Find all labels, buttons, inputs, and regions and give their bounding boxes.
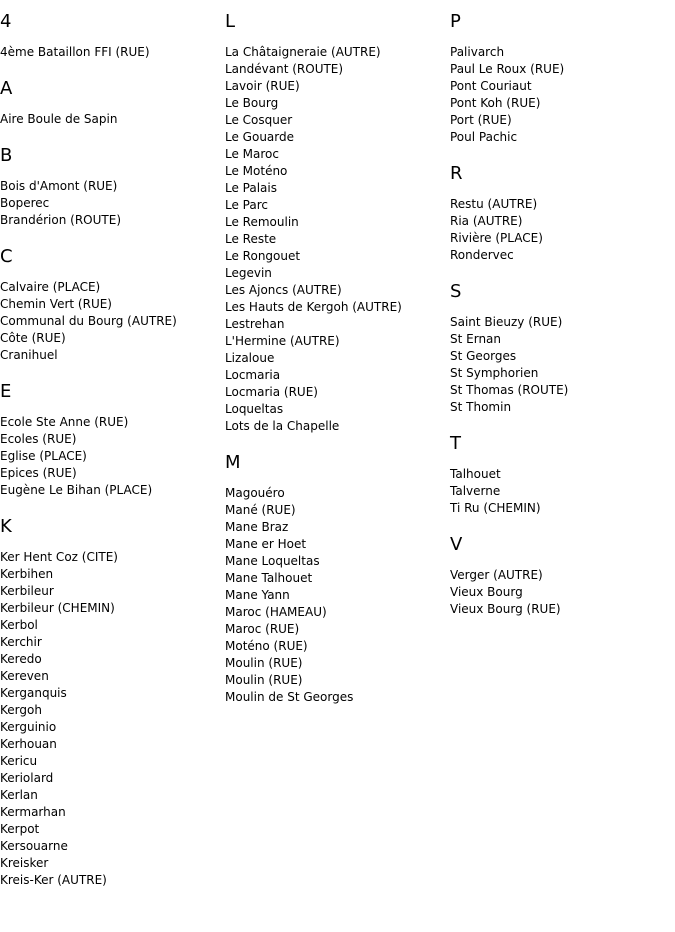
- street-link[interactable]: Keriolard: [0, 771, 54, 785]
- street-link[interactable]: Le Palais: [225, 181, 277, 195]
- street-link[interactable]: Moténo (RUE): [225, 639, 308, 653]
- street-link[interactable]: La Châtaigneraie (AUTRE): [225, 45, 381, 59]
- street-link[interactable]: St Ernan: [450, 332, 502, 346]
- street-link[interactable]: Vieux Bourg: [450, 585, 523, 599]
- street-link[interactable]: Legevin: [225, 266, 272, 280]
- street-link[interactable]: L'Hermine (AUTRE): [225, 334, 340, 348]
- street-link[interactable]: Keredo: [0, 652, 42, 666]
- street-link[interactable]: Magouéro: [225, 486, 285, 500]
- street-index-column-3: [450, 11, 672, 618]
- letter-section: [450, 534, 672, 618]
- street-link[interactable]: Kermarhan: [0, 805, 66, 819]
- street-link[interactable]: Kerpot: [0, 822, 40, 836]
- street-list: [0, 414, 222, 499]
- street-link[interactable]: Maroc (RUE): [225, 622, 300, 636]
- street-link[interactable]: Vieux Bourg (RUE): [450, 602, 561, 616]
- street-link[interactable]: Eugène Le Bihan (PLACE): [0, 483, 153, 497]
- street-link[interactable]: Le Rongouet: [225, 249, 301, 263]
- street-link[interactable]: Le Maroc: [225, 147, 279, 161]
- street-link[interactable]: Lestrehan: [225, 317, 285, 331]
- street-link[interactable]: Kerbol: [0, 618, 38, 632]
- street-list: [450, 466, 672, 517]
- street-link[interactable]: Le Reste: [225, 232, 277, 246]
- street-link[interactable]: Brandérion (ROUTE): [0, 213, 121, 227]
- letter-section: [225, 452, 447, 706]
- letter-section: [0, 78, 222, 128]
- street-link[interactable]: Bois d'Amont (RUE): [0, 179, 118, 193]
- section-letter-heading: B: [0, 145, 13, 166]
- street-link[interactable]: Mane Loqueltas: [225, 554, 320, 568]
- street-link[interactable]: Kersouarne: [0, 839, 68, 853]
- street-link[interactable]: Maroc (HAMEAU): [225, 605, 327, 619]
- section-letter-heading: L: [225, 11, 236, 32]
- street-link[interactable]: Kreis-Ker (AUTRE): [0, 873, 107, 887]
- street-link[interactable]: St Thomin: [450, 400, 512, 414]
- street-link[interactable]: Kerhouan: [0, 737, 57, 751]
- street-link[interactable]: Pont Couriaut: [450, 79, 532, 93]
- street-link[interactable]: Moulin (RUE): [225, 656, 303, 670]
- street-link[interactable]: Palivarch: [450, 45, 505, 59]
- street-link[interactable]: Lavoir (RUE): [225, 79, 300, 93]
- street-link[interactable]: Kerlan: [0, 788, 38, 802]
- street-link[interactable]: Calvaire (PLACE): [0, 280, 101, 294]
- section-letter-heading: P: [450, 11, 462, 32]
- section-letter-heading: T: [450, 433, 462, 454]
- street-link[interactable]: Port (RUE): [450, 113, 512, 127]
- street-list: [450, 196, 672, 264]
- street-list: [450, 314, 672, 416]
- street-link[interactable]: Le Cosquer: [225, 113, 293, 127]
- street-link[interactable]: Mane er Hoet: [225, 537, 307, 551]
- street-link[interactable]: St Symphorien: [450, 366, 539, 380]
- street-link[interactable]: Kerbileur: [0, 584, 54, 598]
- letter-section: [0, 145, 222, 229]
- street-link[interactable]: Le Gouarde: [225, 130, 294, 144]
- street-link[interactable]: Le Parc: [225, 198, 268, 212]
- street-list: [0, 279, 222, 364]
- street-link[interactable]: Talhouet: [450, 467, 501, 481]
- street-link[interactable]: Communal du Bourg (AUTRE): [0, 314, 177, 328]
- letter-section: [450, 281, 672, 416]
- section-letter-heading: R: [450, 163, 464, 184]
- street-link[interactable]: St Thomas (ROUTE): [450, 383, 569, 397]
- street-index-column-1: [0, 11, 222, 889]
- street-link[interactable]: Pont Koh (RUE): [450, 96, 541, 110]
- street-link[interactable]: Saint Bieuzy (RUE): [450, 315, 563, 329]
- section-letter-heading: E: [0, 381, 12, 402]
- letter-section: [0, 246, 222, 364]
- street-link[interactable]: Restu (AUTRE): [450, 197, 538, 211]
- street-link[interactable]: Le Remoulin: [225, 215, 299, 229]
- letter-section: [225, 11, 447, 435]
- letter-section: [0, 516, 222, 889]
- street-link[interactable]: Kergoh: [0, 703, 42, 717]
- street-link[interactable]: Côte (RUE): [0, 331, 66, 345]
- street-link[interactable]: Kericu: [0, 754, 38, 768]
- street-link[interactable]: Les Hauts de Kergoh (AUTRE): [225, 300, 402, 314]
- street-list: [450, 567, 672, 618]
- street-link[interactable]: Mané (RUE): [225, 503, 296, 517]
- street-list: [0, 178, 222, 229]
- street-link[interactable]: Rivière (PLACE): [450, 231, 543, 245]
- street-link[interactable]: Lots de la Chapelle: [225, 419, 340, 433]
- letter-section: [450, 11, 672, 146]
- street-link[interactable]: Talverne: [450, 484, 501, 498]
- street-link[interactable]: Mane Braz: [225, 520, 289, 534]
- street-index-column-2: [225, 11, 447, 706]
- street-link[interactable]: Paul Le Roux (RUE): [450, 62, 565, 76]
- section-letter-heading: C: [0, 246, 14, 267]
- section-letter-heading: A: [0, 78, 13, 99]
- street-link[interactable]: Ria (AUTRE): [450, 214, 523, 228]
- street-link[interactable]: Les Ajoncs (AUTRE): [225, 283, 342, 297]
- street-list: [225, 44, 447, 435]
- street-link[interactable]: Chemin Vert (RUE): [0, 297, 112, 311]
- street-link[interactable]: Aire Boule de Sapin: [0, 112, 118, 126]
- street-link[interactable]: Epices (RUE): [0, 466, 77, 480]
- section-letter-heading: S: [450, 281, 462, 302]
- street-link[interactable]: 4ème Bataillon FFI (RUE): [0, 45, 150, 59]
- section-letter-heading: 4: [0, 11, 12, 32]
- street-link[interactable]: Cranihuel: [0, 348, 58, 362]
- street-link[interactable]: Moulin (RUE): [225, 673, 303, 687]
- street-link[interactable]: Kerbihen: [0, 567, 54, 581]
- street-link[interactable]: Ecole Ste Anne (RUE): [0, 415, 129, 429]
- street-list: [0, 549, 222, 889]
- section-letter-heading: M: [225, 452, 242, 473]
- street-link[interactable]: Ecoles (RUE): [0, 432, 77, 446]
- street-link[interactable]: Locmaria: [225, 368, 281, 382]
- street-link[interactable]: Rondervec: [450, 248, 514, 262]
- section-letter-heading: K: [0, 516, 13, 537]
- street-list: [225, 485, 447, 706]
- street-link[interactable]: Moulin de St Georges: [225, 690, 354, 704]
- street-link[interactable]: Mane Yann: [225, 588, 290, 602]
- street-link[interactable]: Locmaria (RUE): [225, 385, 318, 399]
- street-link[interactable]: Poul Pachic: [450, 130, 518, 144]
- street-list: [0, 111, 222, 128]
- street-link[interactable]: Loqueltas: [225, 402, 284, 416]
- street-link[interactable]: Kerguinio: [0, 720, 57, 734]
- street-link[interactable]: Landévant (ROUTE): [225, 62, 344, 76]
- letter-section: [450, 433, 672, 517]
- street-list: [450, 44, 672, 146]
- street-list: [0, 44, 222, 61]
- letter-section: [450, 163, 672, 264]
- street-link[interactable]: Kerbileur (CHEMIN): [0, 601, 115, 615]
- street-link[interactable]: Lizaloue: [225, 351, 275, 365]
- street-link[interactable]: Kerchir: [0, 635, 42, 649]
- street-link[interactable]: Boperec: [0, 196, 50, 210]
- street-link[interactable]: Ker Hent Coz (CITE): [0, 550, 118, 564]
- street-link[interactable]: Eglise (PLACE): [0, 449, 87, 463]
- street-link[interactable]: St Georges: [450, 349, 517, 363]
- letter-section: [0, 11, 222, 61]
- street-link[interactable]: Mane Talhouet: [225, 571, 313, 585]
- letter-section: [0, 381, 222, 499]
- street-link[interactable]: Le Moténo: [225, 164, 288, 178]
- section-letter-heading: V: [450, 534, 463, 555]
- street-link[interactable]: Kreisker: [0, 856, 49, 870]
- street-link[interactable]: Le Bourg: [225, 96, 279, 110]
- street-link[interactable]: Kerganquis: [0, 686, 67, 700]
- street-link[interactable]: Verger (AUTRE): [450, 568, 543, 582]
- street-link[interactable]: Kereven: [0, 669, 49, 683]
- street-link[interactable]: Ti Ru (CHEMIN): [450, 501, 541, 515]
